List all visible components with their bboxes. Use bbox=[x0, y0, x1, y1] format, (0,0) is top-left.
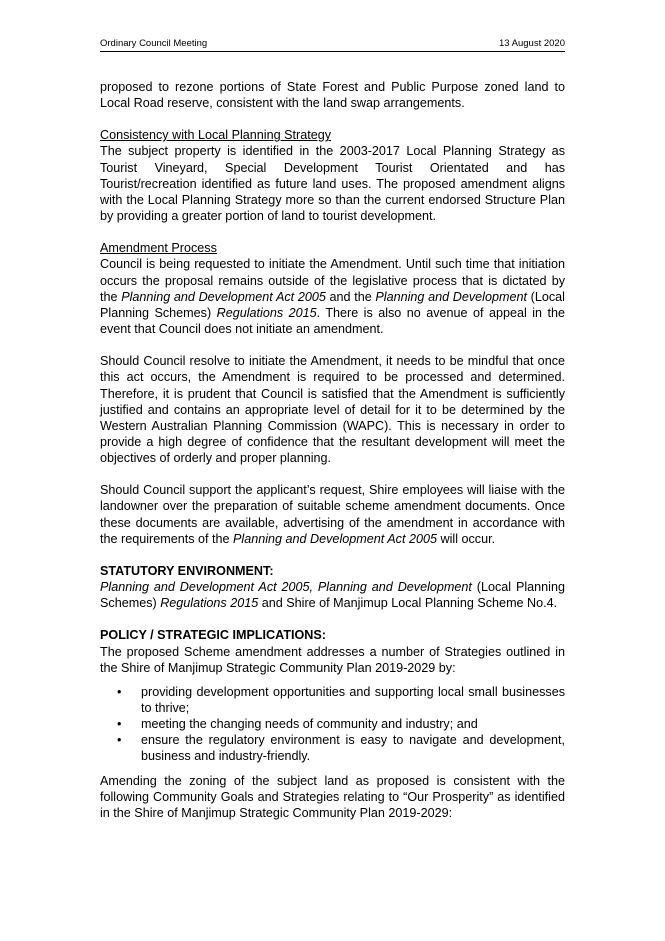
list-item: • meeting the changing needs of community and industry; and bbox=[100, 716, 565, 732]
paragraph-policy-closing: Amending the zoning of the subject land as proposed is consistent with the following Community Goals and Strategies relating to “Our Prosperity” as identified in the Shire of Manjimup Strategic Community Plan 2019-2029: bbox=[100, 773, 565, 820]
paragraph-council-support: Should Council support the applicant’s request, Shire employees will liaise with the landowner over the preparation of suitable scheme amendment documents. Once these documents are available, advertising of the amendment in accordance with the requirements of the Planning and Development Act 2005 will occur. bbox=[100, 483, 565, 546]
header-meeting-title: Ordinary Council Meeting bbox=[100, 38, 208, 49]
paragraph-amendment-process: Council is being requested to initiate the Amendment. Until such time that initiation occurs the proposal remains outside of the legislative process that is dictated by the Planning and Development Act 2005 and the Planning and Development (Local Planning Schemes) Regulations 2015. There is also no avenue of appeal in the event that Council does not initiate an amendment. bbox=[100, 257, 565, 337]
heading-amendment-process: Amendment Process bbox=[100, 241, 217, 256]
heading-statutory-environment: STATUTORY ENVIRONMENT: bbox=[100, 563, 274, 578]
strategy-bullet-list bbox=[100, 684, 565, 765]
list-item: • ensure the regulatory environment is easy to navigate and development, business and industry-friendly. bbox=[100, 732, 565, 764]
paragraph-policy-intro: The proposed Scheme amendment addresses a number of Strategies outlined in the Shire of Manjimup Strategic Community Plan 2019-2029 by: bbox=[100, 644, 565, 675]
heading-policy-strategic: POLICY / STRATEGIC IMPLICATIONS: bbox=[100, 628, 326, 643]
paragraph-statutory: Planning and Development Act 2005, Planning and Development (Local Planning Schemes) Regulations 2015 and Shire of Manjimup Local Planning Scheme No.4. bbox=[100, 580, 565, 611]
header-date: 13 August 2020 bbox=[498, 38, 565, 49]
document-body bbox=[100, 79, 565, 821]
list-item: • providing development opportunities and supporting local small businesses to thrive; bbox=[100, 684, 565, 716]
page-header bbox=[100, 38, 565, 52]
paragraph-council-resolve: Should Council resolve to initiate the Amendment, it needs to be mindful that once this act occurs, the Amendment is required to be processed and determined. Therefore, it is prudent that Council is satisfied that the Amendment is sufficiently justified and contains an appropriate level of detail for it to be determined by the Western Australian Planning Commission (WAPC). This is necessary in order to provide a high degree of confidence that the resultant development will meet the objectives of orderly and proper planning. bbox=[100, 354, 565, 466]
paragraph-consistency: The subject property is identified in the 2003-2017 Local Planning Strategy as Tourist Vineyard, Special Development Tourist Orientated and has Tourist/recreation identified as future land uses. The proposed amendment aligns with the Local Planning Strategy more so than the current endorsed Structure Plan by providing a greater portion of land to tourist development. bbox=[100, 144, 565, 224]
paragraph-rezone: proposed to rezone portions of State Forest and Public Purpose zoned land to Local Road reserve, consistent with the land swap arrangements. bbox=[100, 80, 565, 111]
heading-consistency: Consistency with Local Planning Strategy bbox=[100, 128, 332, 143]
